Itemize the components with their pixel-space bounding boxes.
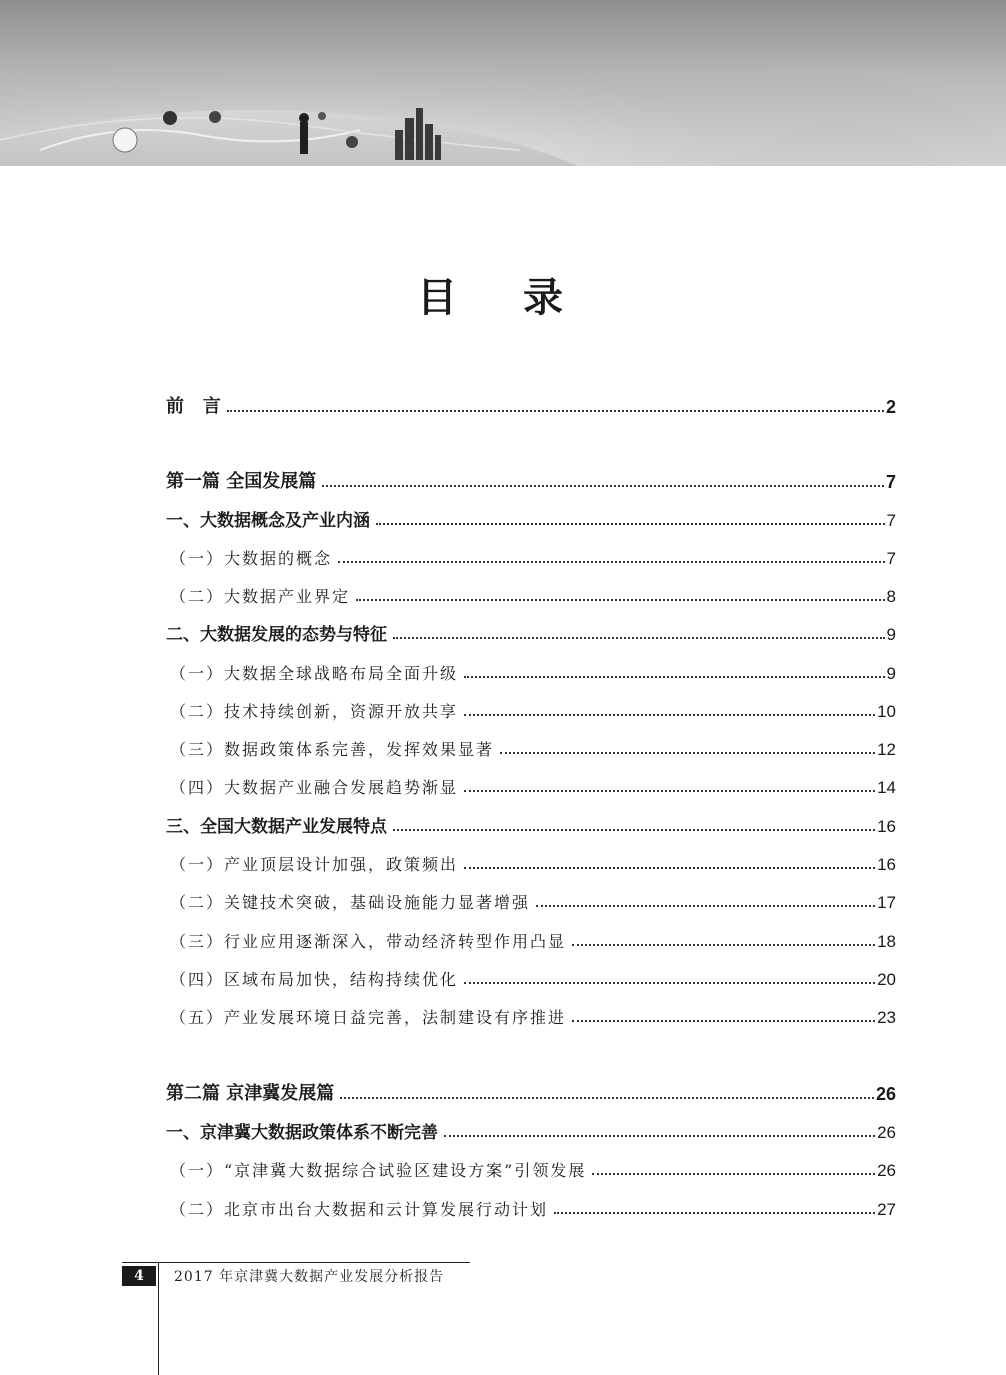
toc-entry xyxy=(166,730,896,760)
dot-leader xyxy=(572,1019,875,1022)
toc-entry xyxy=(166,807,896,837)
toc-entry xyxy=(166,539,896,569)
toc-entry-page: 12 xyxy=(877,740,896,759)
dot-leader xyxy=(464,866,875,869)
dot-leader xyxy=(322,484,884,487)
dot-leader xyxy=(356,598,885,601)
dot-leader xyxy=(444,1134,875,1137)
toc-entry-page: 7 xyxy=(886,549,896,568)
dot-leader xyxy=(536,904,875,907)
toc-entry-page: 18 xyxy=(877,932,896,951)
toc-entry xyxy=(166,845,896,875)
toc-entry-page: 27 xyxy=(877,1200,896,1219)
toc-entry-page: 16 xyxy=(877,817,896,836)
dot-leader xyxy=(376,522,885,525)
toc-entry xyxy=(166,883,896,913)
dot-leader xyxy=(572,943,875,946)
toc-entry-page: 8 xyxy=(886,587,896,606)
toc-entry-label: （四）区域布局加快，结构持续优化 xyxy=(170,970,459,989)
toc-entry xyxy=(166,1190,896,1220)
toc-entry xyxy=(166,501,896,531)
toc-entry-page: 10 xyxy=(877,702,896,721)
toc-entry-page: 9 xyxy=(886,625,896,644)
dot-leader xyxy=(464,675,885,678)
toc-entry-label: 第二篇 京津冀发展篇 xyxy=(166,1083,335,1104)
toc-entry-page: 14 xyxy=(877,778,896,797)
toc-entry-label: （一）大数据的概念 xyxy=(170,549,333,568)
toc-entry-label: 第一篇 全国发展篇 xyxy=(166,471,317,492)
toc-entry-label: （一）大数据全球战略布局全面升级 xyxy=(170,664,459,683)
toc-entry-page: 26 xyxy=(875,1084,896,1104)
toc-entry-label: （二）关键技术突破，基础设施能力显著增强 xyxy=(170,893,531,912)
toc-entry xyxy=(166,960,896,990)
toc-entry xyxy=(166,577,896,607)
footer-divider xyxy=(122,1262,470,1263)
dot-leader xyxy=(464,981,875,984)
toc-entry-label: 三、全国大数据产业发展特点 xyxy=(166,817,387,837)
dot-leader xyxy=(393,828,875,831)
toc-entry-page: 7 xyxy=(886,511,896,530)
toc-entry-label: （三）行业应用逐渐深入，带动经济转型作用凸显 xyxy=(170,932,567,951)
toc-entry xyxy=(166,998,896,1028)
globe-network-banner-icon xyxy=(0,0,1006,166)
dot-leader xyxy=(464,789,875,792)
toc-entry xyxy=(166,922,896,952)
toc-entry-label: 二、大数据发展的态势与特征 xyxy=(166,625,387,645)
toc-entry-label: （一）“京津冀大数据综合试验区建设方案”引领发展 xyxy=(170,1161,587,1180)
toc-entry-label: 前 言 xyxy=(166,396,221,417)
header-banner xyxy=(0,0,1006,166)
dot-leader xyxy=(592,1172,875,1175)
toc-entry xyxy=(166,388,896,418)
toc-entry xyxy=(166,768,896,798)
toc-entry-page: 16 xyxy=(877,855,896,874)
dot-leader xyxy=(227,409,884,412)
toc-entry-label: （五）产业发展环境日益完善，法制建设有序推进 xyxy=(170,1008,567,1027)
toc-entry-label: 一、大数据概念及产业内涵 xyxy=(166,511,370,531)
dot-leader xyxy=(338,560,885,563)
toc-entry xyxy=(166,1151,896,1181)
dot-leader xyxy=(393,636,885,639)
toc-entry-page: 26 xyxy=(877,1161,896,1180)
dot-leader xyxy=(554,1211,875,1214)
toc-entry xyxy=(166,615,896,645)
dot-leader xyxy=(500,751,875,754)
toc-entry-label: （一）产业顶层设计加强，政策频出 xyxy=(170,855,459,874)
page-title: 目 录 xyxy=(417,274,589,321)
dot-leader xyxy=(464,713,875,716)
toc-entry-label: （二）大数据产业界定 xyxy=(170,587,351,606)
toc-entry xyxy=(166,654,896,684)
toc-entry-page: 17 xyxy=(877,893,896,912)
toc-entry-label: 一、京津冀大数据政策体系不断完善 xyxy=(166,1123,438,1143)
toc-entry-label: （二）北京市出台大数据和云计算发展行动计划 xyxy=(170,1200,549,1219)
dot-leader xyxy=(340,1096,874,1099)
toc-entry-label: （四）大数据产业融合发展趋势渐显 xyxy=(170,778,459,797)
toc-entry-page: 9 xyxy=(886,664,896,683)
toc-entry xyxy=(166,463,896,493)
running-title: 2017 年京津冀大数据产业发展分析报告 xyxy=(174,1269,445,1285)
toc-entry-page: 2 xyxy=(885,397,896,417)
toc-entry xyxy=(166,692,896,722)
toc-entry xyxy=(166,1075,896,1105)
toc-entry-label: （三）数据政策体系完善，发挥效果显著 xyxy=(170,740,495,759)
footer-margin-line xyxy=(158,1262,159,1375)
toc-entry-label: （二）技术持续创新，资源开放共享 xyxy=(170,702,459,721)
toc-entry-page: 7 xyxy=(885,472,896,492)
page-number: 4 xyxy=(122,1266,156,1286)
toc-entry-page: 23 xyxy=(877,1008,896,1027)
toc-entry-page: 26 xyxy=(877,1123,896,1142)
toc-entry xyxy=(166,1113,896,1143)
toc-entry-page: 20 xyxy=(877,970,896,989)
